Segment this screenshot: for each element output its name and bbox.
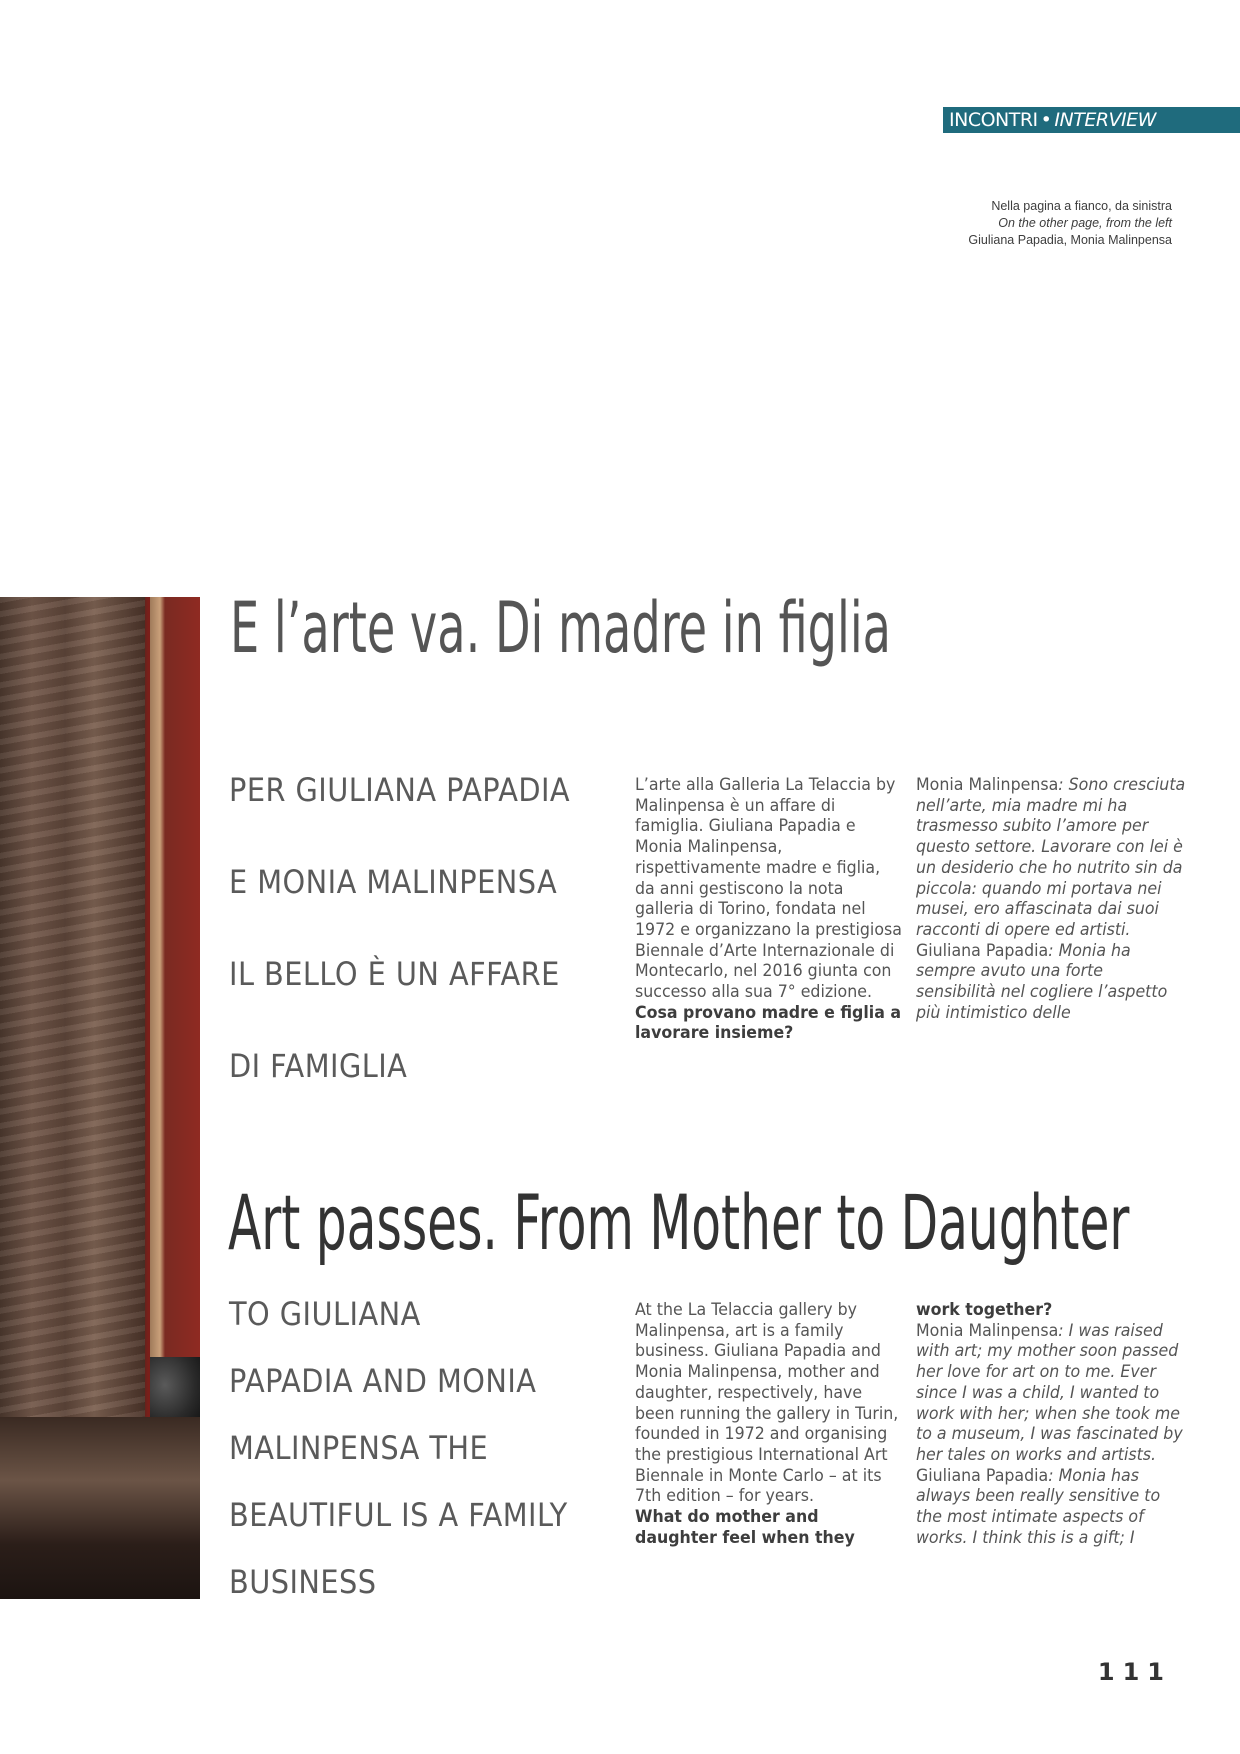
speaker-name: Giuliana Papadia (916, 940, 1049, 961)
section-separator: • (1040, 109, 1052, 131)
title-italian: E l’arte va. Di madre in figlia (230, 587, 891, 669)
english-question-part-1: What do mother and daughter feel when they (635, 1507, 855, 1548)
answer-text: : Monia ha sempre avuto una forte sensibilità nel cogliere l’aspetto più intimistico delle (916, 940, 1168, 1023)
title-english: Art passes. From Mother to Daughter (228, 1178, 1130, 1267)
english-intro: At the La Telaccia gallery by Malinpensa, art is a family business. Giuliana Papadia and Monia Malinpensa, mother and daughter, respectively, have been running the gallery in Turin, founded in 1972 and organising the prestigious International Art Biennale in Monte Carlo – at its 7th edition – for years. (635, 1300, 899, 1507)
section-label-en: INTERVIEW (1054, 109, 1156, 131)
subtitle-line: DI FAMIGLIA (229, 1047, 408, 1085)
italian-column-1 (635, 775, 905, 1044)
italian-question: Cosa provano madre e figlia a lavorare insieme? (635, 1002, 902, 1044)
english-answer-2 (916, 1466, 1186, 1549)
speaker-name: Monia Malinpensa (916, 1320, 1059, 1341)
caption-names: Giuliana Papadia, Monia Malinpensa (968, 233, 1172, 247)
subtitle-line: TO GIULIANA (229, 1295, 421, 1333)
subtitle-english (229, 1292, 605, 1627)
subtitle-line: BEAUTIFUL IS A FAMILY (229, 1496, 568, 1534)
english-column-1 (635, 1300, 905, 1548)
italian-intro: L’arte alla Galleria La Telaccia by Malinpensa è un affare di famiglia. Giuliana Papadia e Monia Malinpensa, rispettivamente madre e figlia, da anni gestiscono la nota galleria di Torino, fondata nel 1972 e organizzano la prestigiosa Biennale d’Arte Internazionale di Montecarlo, nel 2016 giunta con successo alla sua 7° edizione. (635, 775, 902, 1003)
caption-line-it: Nella pagina a fianco, da sinistra (991, 199, 1172, 213)
answer-text: : Sono cresciuta nell’arte, mia madre mi ha trasmesso subito l’amore per questo settore. Lavorare con lei è un desiderio che ho nutrito sin da piccola: quando mi portava nei musei, ero affascinata dai suoi racconti di opere ed artisti. (916, 775, 1186, 940)
answer-text: : Monia has always been really sensitive to the most intimate aspects of works. I think this is a gift; I (916, 1465, 1161, 1548)
subtitle-line: PAPADIA AND MONIA (229, 1362, 537, 1400)
photo-caption (968, 198, 1172, 249)
column-base (0, 1417, 200, 1599)
caption-line-en: On the other page, from the left (998, 216, 1172, 230)
section-label-it: INCONTRI (949, 109, 1038, 131)
subtitle-line: IL BELLO È UN AFFARE (229, 955, 560, 993)
subtitle-line: PER GIULIANA PAPADIA (229, 771, 571, 809)
italian-column-2 (916, 775, 1186, 1023)
italian-answer-1 (916, 775, 1186, 941)
italian-answer-2 (916, 941, 1186, 1024)
subtitle-line: BUSINESS (229, 1563, 377, 1601)
page-number: 111 (1097, 1658, 1172, 1686)
speaker-name: Monia Malinpensa (916, 775, 1059, 795)
english-answer-1 (916, 1321, 1186, 1466)
answer-text: : I was raised with art; my mother soon passed her love for art on to me. Ever since I was a child, I wanted to work with her; when she took me to a museum, I was fascinated by her tales on works and artists. (916, 1320, 1183, 1465)
section-tag (943, 107, 1240, 133)
subtitle-italian (229, 768, 608, 1136)
subtitle-line: MALINPENSA THE (229, 1429, 489, 1467)
gallery-photo (0, 597, 200, 1599)
english-column-2 (916, 1300, 1186, 1548)
subtitle-line: E MONIA MALINPENSA (229, 863, 558, 901)
english-question-part-2: work together? (916, 1300, 1053, 1320)
speaker-name: Giuliana Papadia (916, 1465, 1049, 1486)
